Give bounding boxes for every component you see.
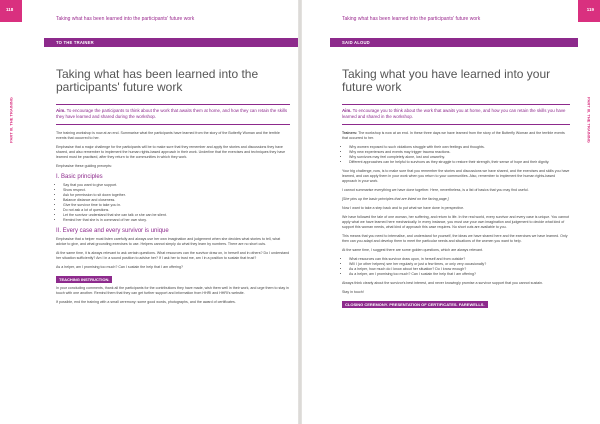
paragraph: This means that you need to internalise, and understand for yourself, the ideas we have shared here and the exercises we have learned. Only then can you adapt and develop them to meet the particular needs and situations of the women you want to help. — [342, 234, 568, 243]
paragraph: We have followed the tale of one woman, her suffering, and return to life. In the real world, every survivor and every case is unique. You cannot apply what we have learned here mechanically. In every instance, you must use your own imagination and judgement to decide what kind of support this woman needs, what kind of approach this case requires. No short cuts are available to you. — [342, 215, 570, 229]
list-item: • Why new experiences and events may trigger trauma reactions. — [349, 150, 570, 155]
aim-text: To encourage you to think about the work that awaits you at home, and how you can retain the skills you have learned and shared in the workshop. — [342, 108, 566, 119]
list-item: • Remind her that she is in command of her own story. — [63, 218, 290, 223]
list-item: • Different approaches can be helpful to survivors as they struggle to restore their strength, their sense of hope and their dignity. — [349, 160, 570, 165]
paragraph: The training workshop is now at an end. Summarise what the participants have learned from the story of the Butterfly Woman and the terrible events that occurred to her. — [56, 131, 280, 140]
heading-basic-principles: I. Basic principles — [56, 174, 103, 180]
paragraph: Emphasise these guiding precepts: — [56, 164, 112, 168]
list-item: • Give the survivor time to take you in. — [63, 203, 290, 208]
right-page — [300, 0, 600, 424]
teaching-instruction-badge: TEACHING INSTRUCTION. — [56, 276, 112, 283]
bullets-list — [342, 145, 570, 165]
paragraph: Always think clearly about the survivor's best interest, and never knowingly promise a survivor support that you cannot sustain. — [342, 281, 544, 285]
section-bar — [330, 38, 578, 47]
list-item: • Show respect. — [63, 188, 290, 193]
side-tab — [578, 22, 600, 424]
list-item: • Say that you want to give support. — [63, 183, 290, 188]
paragraph: Your big challenge, now, is to make sure that you remember the stories and discussions we have shared, and the exercises and skills you have learned, and can apply them in your work when you return to your communities. Also, remember to implement the human rights-based approach in your work. — [342, 169, 570, 183]
list-item: • Balance distance and closeness. — [63, 198, 290, 203]
list-item: • As a helper, how much do I know about her situation? Do I know enough? — [349, 267, 570, 272]
side-label: PART III. THE TRAINING — [8, 97, 14, 143]
aim-box — [56, 104, 290, 125]
side-tab — [0, 22, 22, 424]
aim-text: To encourage the participants to think about the work that awaits them at home, and how they can retain the skills they have learned and shared during the workshop. — [56, 108, 288, 119]
paragraph: In your concluding comments, thank all the participants for the contributions they have made, wish them well in their work, and urge them to stay in touch with one another. Remind them that they can get further support and information from HHRI and HHRI's website. — [56, 286, 289, 295]
paragraph: Emphasise that a helper must listen carefully and always use her own imagination and judgement when she decides what stories to tell, what advice to give, and what grounding exercises to use. Helpers cannot simply do what they learn by numbers. There are no short cuts. — [56, 237, 281, 246]
list-item: • Ask for permission to sit down together. — [63, 193, 290, 198]
left-content — [56, 68, 290, 309]
paragraph: Emphasise that a major challenge for the participants will be to make sure that they remember and apply the stories and discussions they have shared, and also remember to implement the human rights-based approach in their work. Underline that the exercises and techniques they have learned must be practised, after they return to the communities in which they work. — [56, 145, 286, 159]
section-label: TO THE TRAINER — [56, 40, 94, 45]
aim-box — [342, 104, 570, 125]
list-item: • Why survivors may feel completely alone, lost and unworthy. — [349, 155, 570, 160]
list-item: • Do not ask a lot of questions. — [63, 208, 290, 213]
paragraph: At the same time, I suggest there are some golden questions, which are always relevant. — [342, 248, 484, 252]
principles-list — [56, 183, 290, 223]
paragraph: Stay in touch! — [342, 290, 364, 294]
aim-label: Aim. — [56, 108, 66, 113]
paragraph: If possible, end the training with a small ceremony: some good words, photographs, and the award of certificates. — [56, 300, 236, 304]
golden-questions-list — [342, 257, 570, 277]
heading-unique: II. Every case and every survivor is unique — [56, 228, 169, 234]
running-head: Taking what has been learned into the participants' future work — [342, 16, 481, 22]
page-number: 118 — [6, 7, 14, 12]
side-label: PART III. THE TRAINING — [586, 97, 592, 143]
list-item: • What resources can this survivor draw upon, in herself and from outside? — [349, 257, 570, 262]
page-number: 119 — [586, 7, 594, 12]
page-title: Taking what you have learned into your future work — [342, 67, 551, 94]
right-content — [342, 68, 570, 311]
page-title: Taking what has been learned into the participants' future work — [56, 67, 259, 94]
list-item: • Why women exposed to such violations struggle with their own feelings and thoughts. — [349, 145, 570, 150]
list-item: • As a helper, am I promising too much? Can I sustain the help that I am offering? — [349, 272, 570, 277]
trainers-label: Trainers: — [342, 131, 358, 135]
paragraph: Now I want to take a step back and to put what we have done in perspective. — [342, 206, 465, 210]
stage-direction: [She pins up the basic principles that are listed on the facing page.] — [342, 197, 449, 201]
paragraph: As a helper, am I promising too much? Can I sustain the help that I am offering? — [56, 265, 183, 269]
book-gutter — [298, 0, 302, 424]
running-head: Taking what has been learned into the participants' future work — [56, 16, 195, 22]
aim-label: Aim. — [342, 108, 352, 113]
paragraph: At the same time, it is always relevant to ask certain questions. What resources can the survivor draw on, in herself and in others? Do I understand her situation sufficiently? Am I in a sound position to advise her? If I ask her to trust me, am I in a position to sustain that trust? — [56, 251, 290, 260]
section-bar — [44, 38, 300, 47]
list-item: • Will I (or other helpers) see her regularly or just a few times, or only very occasionally? — [349, 262, 570, 267]
paragraph: Trainers: The workshop is now at an end. In these three days we have learned from the story of the Butterfly Woman and the terrible events that occurred to her. — [342, 131, 565, 140]
closing-ceremony-badge: CLOSING CEREMONY. PRESENTATION OF CERTIFICATES. FAREWELLS. — [342, 301, 488, 308]
list-item: • Let the survivor understand that she can talk or she can be silent. — [63, 213, 290, 218]
section-label: SAID ALOUD — [342, 40, 370, 45]
paragraph: I cannot summarise everything we have done together. Here, nevertheless, is a list of basics that you may find useful. — [342, 188, 529, 192]
